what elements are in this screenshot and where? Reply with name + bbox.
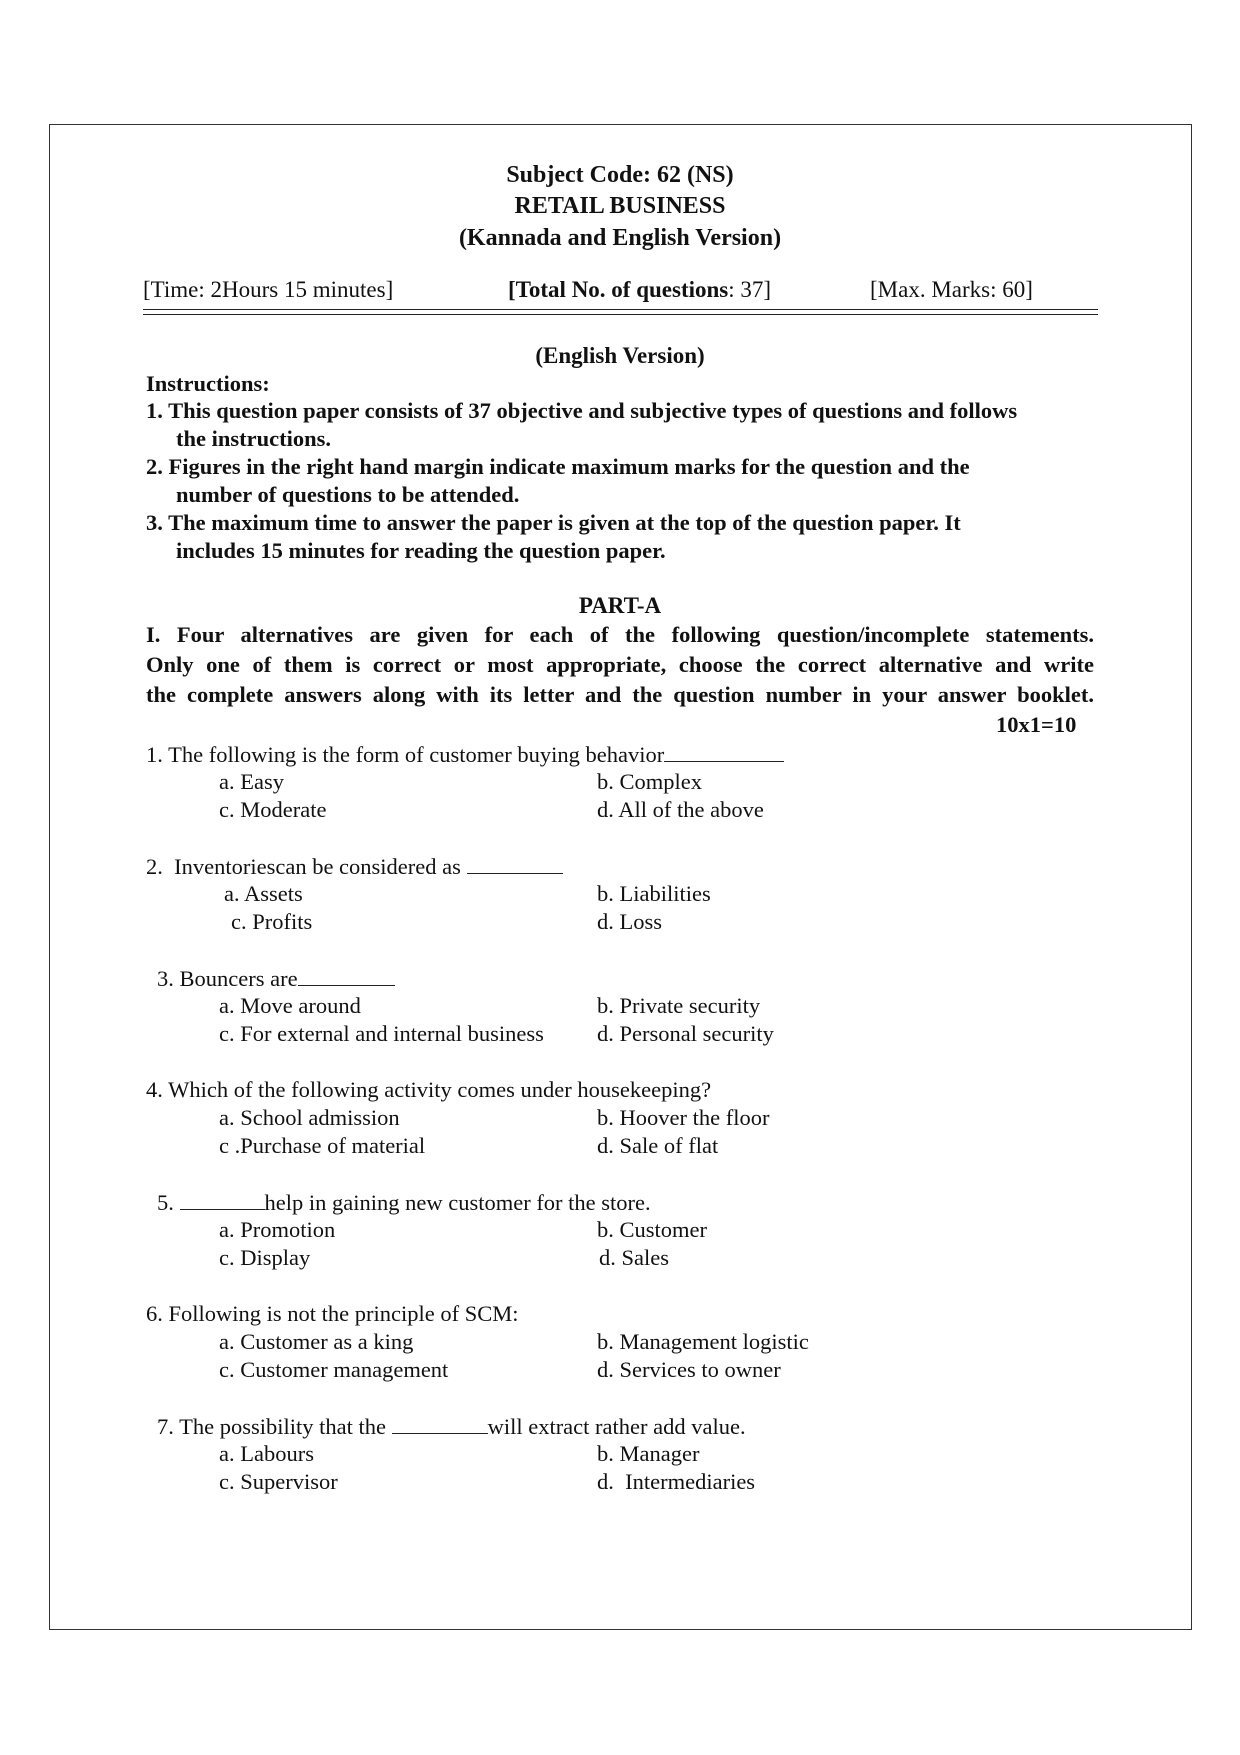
question-number: 5. — [157, 1190, 180, 1215]
total-questions-value: : 37] — [728, 277, 772, 302]
instruction-1-line1: 1. This question paper consists of 37 objective and subjective types of questions and follows — [146, 398, 1018, 423]
instruction-3-line1: 3. The maximum time to answer the paper is given at the top of the question paper. It — [146, 510, 961, 535]
question-text: help in gaining new customer for the store. — [264, 1190, 651, 1215]
answer-blank — [467, 853, 563, 874]
option-b: b. Liabilities — [597, 881, 711, 906]
option-a: a. Customer as a king — [219, 1329, 414, 1354]
instruction-2-line2: number of questions to be attended. — [176, 482, 520, 507]
question-6: 6. Following is not the principle of SCM: — [146, 1301, 519, 1326]
question-text-end: will extract rather add value. — [487, 1414, 746, 1439]
option-b: b. Complex — [597, 769, 702, 794]
answer-blank — [180, 1189, 265, 1210]
question-3 — [157, 965, 395, 992]
option-a: a. School admission — [219, 1105, 400, 1130]
question-1 — [146, 741, 784, 768]
option-d: d. All of the above — [597, 797, 764, 822]
instruction-2-line1: 2. Figures in the right hand margin indicate maximum marks for the question and the — [146, 454, 970, 479]
time-info: [Time: 2Hours 15 minutes] — [143, 277, 394, 302]
option-d: d. Sales — [599, 1245, 669, 1270]
max-marks: [Max. Marks: 60] — [870, 277, 1033, 302]
part-a-directions-line2: Only one of them is correct or most appropriate, choose the correct alternative and write — [146, 652, 1094, 677]
option-a: a. Labours — [219, 1441, 314, 1466]
option-b: b. Manager — [597, 1441, 700, 1466]
version-note: (Kannada and English Version) — [458, 225, 782, 251]
english-version-heading: (English Version) — [535, 343, 705, 368]
option-a: a. Easy — [219, 769, 284, 794]
part-a-title: PART-A — [578, 593, 662, 618]
option-c: c. Customer management — [219, 1357, 449, 1382]
option-c: c. Profits — [231, 909, 313, 934]
option-b: b. Hoover the floor — [597, 1105, 770, 1130]
part-a-directions-line1: I. Four alternatives are given for each of the following question/incomplete statements. — [146, 622, 1094, 647]
part-a-directions-line3: the complete answers along with its letter and the question number in your answer booklet. — [146, 682, 1094, 707]
option-b: b. Private security — [597, 993, 761, 1018]
instruction-3-line2: includes 15 minutes for reading the question paper. — [176, 538, 666, 563]
option-d: d. Services to owner — [597, 1357, 781, 1382]
option-c: c. Moderate — [219, 797, 327, 822]
option-c: c. Display — [219, 1245, 311, 1270]
option-d: d. Loss — [597, 909, 663, 934]
question-2 — [146, 853, 563, 880]
total-questions — [508, 277, 771, 303]
option-d: d. Intermediaries — [597, 1469, 756, 1494]
option-d: d. Personal security — [597, 1021, 774, 1046]
option-a: a. Move around — [219, 993, 361, 1018]
header-rule-top — [143, 309, 1098, 310]
subject-title: RETAIL BUSINESS — [514, 193, 726, 219]
part-a-marks: 10x1=10 — [996, 712, 1077, 737]
question-4: 4. Which of the following activity comes under housekeeping? — [146, 1077, 712, 1102]
question-text: 2. Inventoriescan be considered as — [146, 854, 467, 879]
option-b: b. Management logistic — [597, 1329, 809, 1354]
option-a: a. Promotion — [219, 1217, 336, 1242]
header-rule-bottom — [143, 314, 1098, 315]
option-c: c. For external and internal business — [219, 1021, 544, 1046]
option-d: d. Sale of flat — [597, 1133, 719, 1158]
option-c: c. Supervisor — [219, 1469, 338, 1494]
question-text: 7. The possibility that the — [157, 1414, 392, 1439]
instructions-title: Instructions: — [146, 371, 270, 396]
answer-blank — [664, 741, 784, 762]
instruction-1-line2: the instructions. — [176, 426, 332, 451]
subject-code: Subject Code: 62 (NS) — [506, 162, 734, 188]
question-text: 1. The following is the form of customer buying behavior — [146, 742, 665, 767]
option-c: c .Purchase of material — [219, 1133, 426, 1158]
question-7 — [157, 1413, 746, 1440]
question-5 — [157, 1189, 651, 1216]
question-text: 3. Bouncers are — [157, 966, 298, 991]
answer-blank — [298, 965, 395, 986]
option-a: a. Assets — [224, 881, 303, 906]
option-b: b. Customer — [597, 1217, 707, 1242]
answer-blank — [392, 1413, 488, 1434]
total-questions-label: [Total No. of questions — [508, 277, 729, 302]
